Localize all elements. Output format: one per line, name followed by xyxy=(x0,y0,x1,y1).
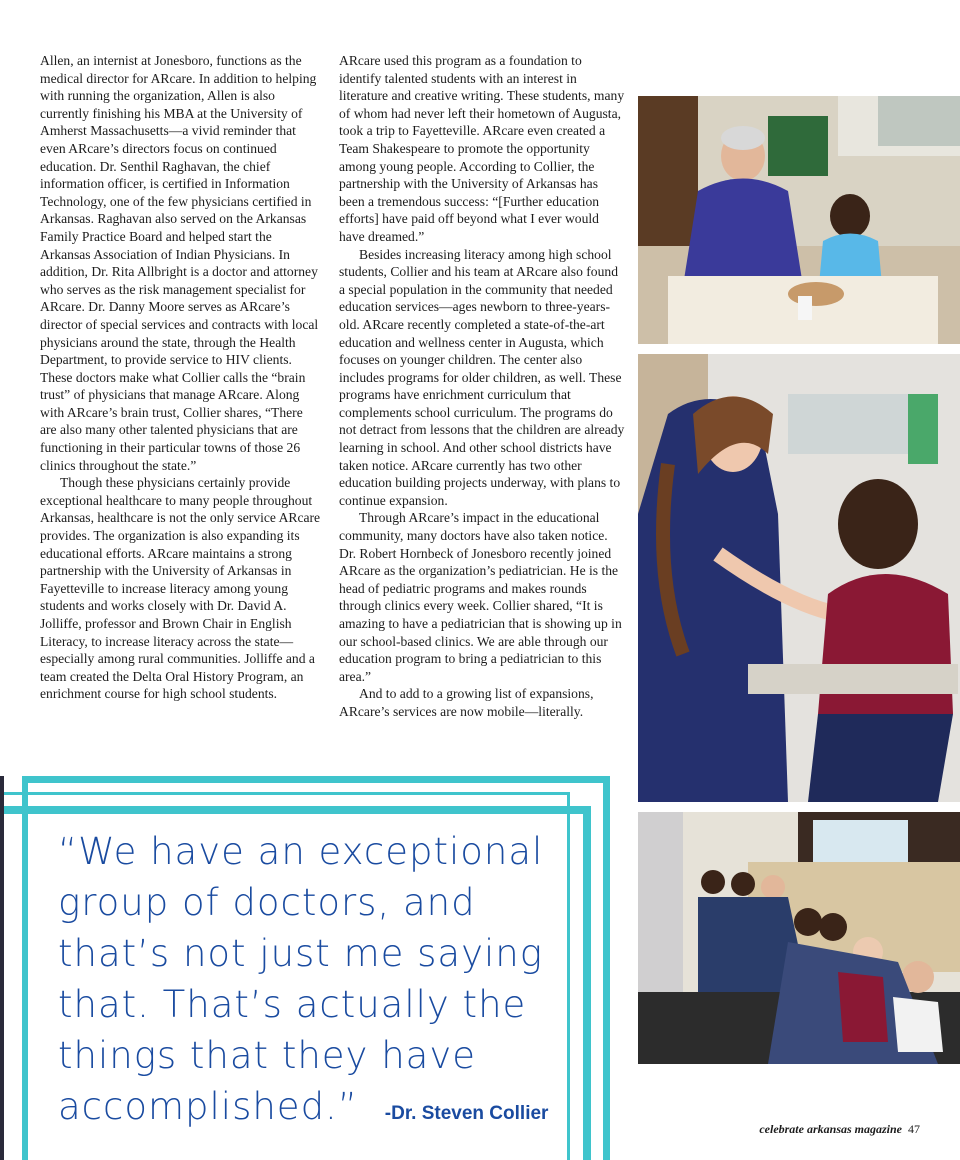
photo-man-with-girl-eating xyxy=(638,96,960,344)
pullquote-attribution: -Dr. Steven Collier xyxy=(384,1103,549,1124)
paragraph: And to add to a growing list of expansions, ARcare’s services are now mobile—literally. xyxy=(339,686,594,719)
paragraph: Though these physicians certainly provide exceptional healthcare to many people throughout Arkansas, healthcare is not the only service ARcare provides. The organization is also expanding its educational efforts. ARcare maintains a strong partnership with the University of Arkansas in Fayetteville to increase literacy among young students and works closely with Dr. David A. Jolliffe, professor and Brown Chair in English Literacy, to increase literacy across the state—especially among rural communities. Jolliffe and a team created the Delta Oral History Program, an enrichment course for high school students. xyxy=(40,475,321,702)
paragraph: ARcare used this program as a foundation to identify talented students with an interest in literature and creative writing. These students, many of whom had never left their hometown of Augusta, took a trip to Fayetteville. ARcare even created a Team Shakespeare to promote the opportunity among young people. According to Collier, the partnership with the University of Arkansas has been a tremendous success: “[Further education efforts] have paid off beyond what I ever would have dreamed.” xyxy=(339,53,625,244)
pullquote xyxy=(58,826,578,1139)
paragraph: Allen, an internist at Jonesboro, functions as the medical director for ARcare. In addition to helping with running the organization, Allen is also currently finishing his MBA at the University of Amherst Massachusetts—a vivid reminder that even ARcare’s directors focus on continued education. Dr. Senthil Raghavan, the chief information officer, is certified in Information Technology, one of the few physicians certified in Arkansas. Raghavan also served on the Arkansas Family Practice Board and helped start the Arkansas Association of Indian Physicians. In addition, Dr. Rita Allbright is a doctor and attorney who serves as the risk management specialist for ARcare. Dr. Danny Moore serves as ARcare’s director of special services and contracts with local physicians around the state, through the Health Department, to provide service to HIV clients. These doctors make what Collier calls the “brain trust” of physicians that manage ARcare. Along with ARcare’s brain trust, Collier shares, “There are also many other talented physicians that are functioning in their particular towns of those 26 clinics throughout the state.” xyxy=(40,53,319,473)
photo-nurse-examining-boy xyxy=(638,354,960,802)
photo-illustration xyxy=(638,812,960,1064)
magazine-name: celebrate arkansas magazine xyxy=(759,1122,902,1136)
page-footer xyxy=(759,1122,920,1137)
article-column-1 xyxy=(40,52,322,703)
photo-children-on-mobile-bus xyxy=(638,812,960,1064)
page-number: 47 xyxy=(908,1122,920,1136)
paragraph: Besides increasing literacy among high school students, Collier and his team at ARcare also found a special population in the community that needed education services—ages newborn to three-years-old. ARcare recently completed a state-of-the-art education and wellness center in Augusta, which focuses on younger children. The center also includes programs for older children, as well. These programs have enrichment curriculum that complements school curriculum. The programs do not detract from lessons that the children are already learning in school. And other school districts have taken notice. ARcare currently has two other education building projects underway, with plans to continue expansion. xyxy=(339,246,625,508)
pullquote-text: “We have an exceptional group of doctors, and that’s not just me saying that. That’s actually the things that they have accomplished.” xyxy=(58,830,544,1128)
photo-illustration xyxy=(638,96,960,344)
paragraph: Through ARcare’s impact in the educational community, many doctors have also taken notice. Dr. Robert Hornbeck of Jonesboro recently joined ARcare as the organization’s pediatrician. He is the head of pediatric programs and makes rounds through clinics every week. Collier shared, “It is amazing to have a pediatrician that is showing up in our school-based clinics. We are able through our education program to bring a pediatrician to this area.” xyxy=(339,510,622,684)
article-column-2 xyxy=(339,52,627,721)
photo-illustration xyxy=(638,354,960,802)
